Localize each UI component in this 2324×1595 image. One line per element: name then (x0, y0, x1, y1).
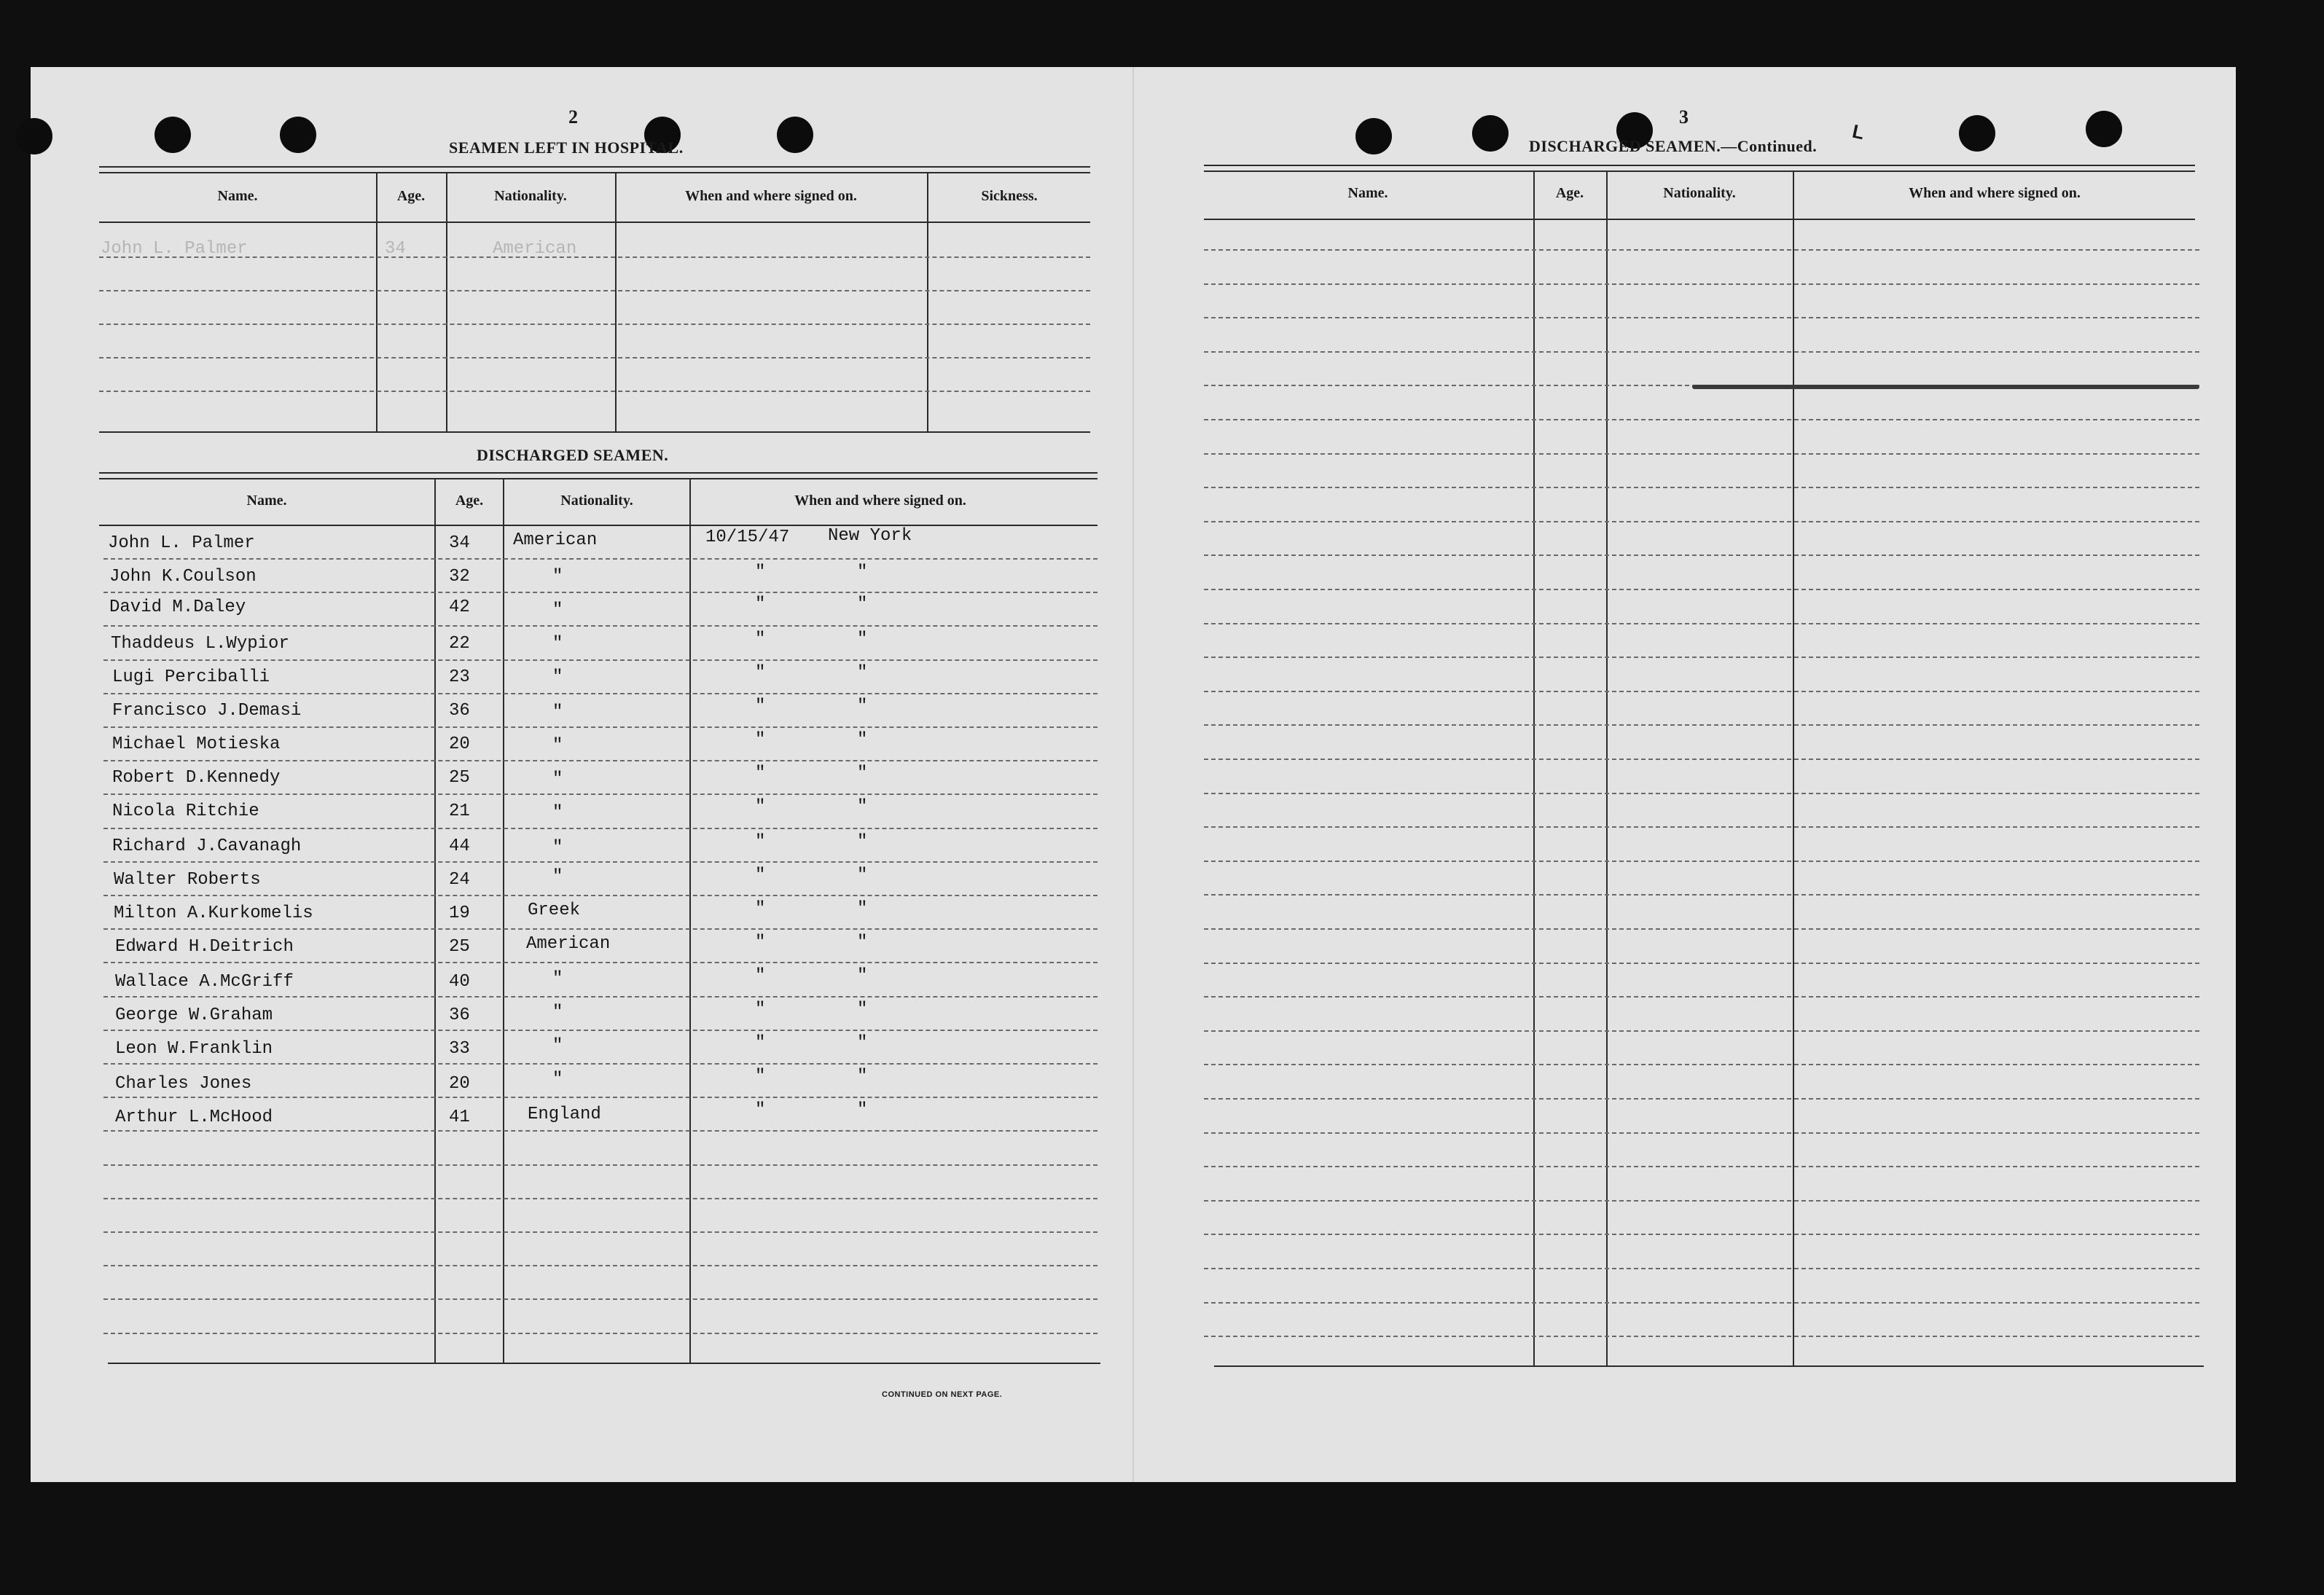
ruled-line (1204, 283, 2199, 285)
punch-hole (2086, 111, 2122, 147)
nationality-ditto: " (552, 838, 563, 858)
seaman-nationality: Greek (528, 901, 581, 920)
ruled-line (99, 391, 1090, 392)
seaman-name: Thaddeus L.Wypior (111, 634, 289, 654)
rule (1204, 171, 2195, 172)
place-ditto: " (857, 663, 868, 683)
ruled-line (1204, 623, 2199, 624)
place-ditto: " (857, 832, 868, 852)
ruled-line (103, 1030, 1098, 1031)
ruled-line (103, 996, 1098, 998)
date-ditto: " (755, 899, 766, 919)
ruled-line (99, 290, 1090, 291)
ruled-line (103, 1298, 1098, 1300)
date-ditto: " (755, 730, 766, 750)
ruled-line (1204, 589, 2199, 590)
seaman-name: Edward H.Deitrich (115, 937, 294, 957)
place-ditto: " (857, 797, 868, 817)
continued-header-signed-on: When and where signed on. (1909, 185, 2081, 201)
seaman-nationality: England (528, 1105, 601, 1124)
nationality-ditto: " (552, 667, 563, 687)
ruled-line (103, 962, 1098, 963)
discharged-section-title: DISCHARGED SEAMEN. (477, 446, 669, 464)
place-ditto: " (857, 563, 868, 582)
hospital-header-signed-on: When and where signed on. (685, 188, 857, 204)
ruled-line (103, 558, 1098, 560)
nationality-ditto: " (552, 1036, 563, 1056)
ruled-line (103, 659, 1098, 661)
faint-age: 34 (385, 239, 406, 259)
rule (108, 1363, 1100, 1364)
punch-hole (777, 117, 813, 153)
discharged-header-nationality: Nationality. (560, 493, 633, 509)
column-divider (689, 478, 691, 1363)
ruled-line (99, 324, 1090, 325)
nationality-ditto: " (552, 736, 563, 756)
place-ditto: " (857, 730, 868, 750)
date-ditto: " (755, 1000, 766, 1019)
ruled-line (103, 1063, 1098, 1065)
place-ditto: " (857, 866, 868, 885)
column-divider (1606, 171, 1608, 1365)
ruled-line (1204, 419, 2199, 420)
seaman-name: Nicola Ritchie (112, 802, 259, 821)
rule (1214, 1365, 2204, 1367)
seaman-name: Arthur L.McHood (115, 1108, 273, 1127)
rule (99, 472, 1098, 474)
seaman-age: 19 (449, 904, 470, 923)
ruled-line (1204, 1234, 2199, 1235)
seaman-age: 36 (449, 1006, 470, 1025)
ruled-line (103, 592, 1098, 593)
ruled-line (1204, 249, 2199, 251)
ruled-line (1204, 351, 2199, 353)
rule (99, 222, 1090, 223)
seaman-name: Walter Roberts (114, 870, 261, 890)
hospital-header-name: Name. (217, 188, 258, 204)
nationality-ditto: " (552, 634, 563, 654)
seaman-age: 32 (449, 567, 470, 587)
ruled-line (1204, 963, 2199, 964)
ruled-line (1204, 487, 2199, 488)
punch-hole (1959, 115, 1995, 152)
ruled-line (1204, 1132, 2199, 1134)
date-ditto: " (755, 797, 766, 817)
hospital-section-title: SEAMEN LEFT IN HOSPITAL. (449, 138, 684, 157)
punch-hole (1355, 118, 1392, 154)
ruled-line (1204, 894, 2199, 896)
nationality-ditto: " (552, 1003, 563, 1022)
place-ditto: " (857, 1000, 868, 1019)
seaman-name: John L. Palmer (108, 533, 255, 553)
rule (99, 478, 1098, 479)
ruled-line (99, 256, 1090, 258)
nationality-ditto: " (552, 803, 563, 823)
seaman-age: 25 (449, 937, 470, 957)
punch-hole (280, 117, 316, 153)
faint-name: John L. Palmer (101, 239, 248, 259)
place-ditto: " (857, 1067, 868, 1086)
faint-nationality: American (493, 239, 577, 259)
seaman-name: Robert D.Kennedy (112, 768, 281, 788)
discharged-header-signed-on: When and where signed on. (794, 493, 966, 509)
ruled-line (1204, 1166, 2199, 1167)
date-ditto: " (755, 663, 766, 683)
nationality-ditto: " (552, 600, 563, 620)
ruled-line (103, 793, 1098, 795)
place-ditto: " (857, 595, 868, 614)
seaman-name: Charles Jones (115, 1074, 252, 1094)
seaman-name: Francisco J.Demasi (112, 701, 302, 721)
continued-header-nationality: Nationality. (1663, 185, 1736, 201)
discharged-header-name: Name. (246, 493, 287, 509)
seaman-age: 20 (449, 734, 470, 754)
ruled-line (1204, 996, 2199, 998)
ruled-line (103, 1164, 1098, 1166)
column-divider (503, 478, 504, 1363)
column-divider (615, 172, 617, 431)
hospital-header-age: Age. (396, 188, 426, 204)
ruled-line (103, 895, 1098, 896)
ruled-line (1204, 861, 2199, 862)
column-divider (446, 172, 447, 431)
right-page-number: 3 (1679, 106, 1689, 128)
seaman-age: 22 (449, 634, 470, 654)
date-ditto: " (755, 832, 766, 852)
seaman-age: 20 (449, 1074, 470, 1094)
date-ditto: " (755, 1067, 766, 1086)
ruled-line (1204, 724, 2199, 726)
seaman-name: David M.Daley (109, 597, 246, 617)
seaman-name: Milton A.Kurkomelis (114, 904, 313, 923)
ruled-line (1204, 793, 2199, 794)
column-divider (434, 478, 436, 1363)
seaman-name: John K.Coulson (109, 567, 257, 587)
ruled-line (1204, 657, 2199, 658)
nationality-ditto: " (552, 567, 563, 587)
ruled-line (103, 760, 1098, 761)
ruled-line (1204, 1030, 2199, 1032)
seaman-name: Richard J.Cavanagh (112, 836, 302, 856)
ruled-line (103, 1097, 1098, 1098)
ruled-line (1204, 1302, 2199, 1304)
punch-hole (154, 117, 191, 153)
hospital-header-nationality: Nationality. (494, 188, 567, 204)
ruled-line (1204, 1268, 2199, 1269)
ruled-line (1204, 1098, 2199, 1100)
ruled-line (1204, 1336, 2199, 1337)
ruled-line (1204, 928, 2199, 930)
seaman-age: 34 (449, 533, 470, 553)
seaman-age: 36 (449, 701, 470, 721)
ruled-line (1204, 317, 2199, 318)
ruled-line (1204, 521, 2199, 522)
ruled-line (103, 625, 1098, 627)
seaman-name: Wallace A.McGriff (115, 972, 294, 992)
nationality-ditto: " (552, 769, 563, 789)
rule (99, 172, 1090, 173)
ruled-line (1204, 1064, 2199, 1065)
seaman-age: 42 (449, 597, 470, 617)
seaman-name: Michael Motieska (112, 734, 281, 754)
rule (99, 166, 1090, 168)
ruled-line (103, 928, 1098, 930)
hospital-header-sickness: Sickness. (981, 188, 1038, 204)
place-ditto: " (857, 1033, 868, 1053)
column-divider (376, 172, 377, 431)
rule (1204, 165, 2195, 166)
place-ditto: " (857, 764, 868, 783)
date-ditto: " (755, 764, 766, 783)
date-ditto: " (755, 563, 766, 582)
seaman-name: Leon W.Franklin (115, 1039, 273, 1059)
seaman-age: 23 (449, 667, 470, 687)
rule (99, 525, 1098, 526)
ruled-line (103, 726, 1098, 728)
seaman-age: 33 (449, 1039, 470, 1059)
seaman-age: 24 (449, 870, 470, 890)
seaman-name: George W.Graham (115, 1006, 273, 1025)
continued-footer: CONTINUED ON NEXT PAGE. (882, 1390, 1003, 1399)
ruled-line (1204, 691, 2199, 692)
date-ditto: " (755, 866, 766, 885)
left-page-number: 2 (568, 106, 578, 128)
place-ditto: " (857, 697, 868, 716)
rule (99, 431, 1090, 433)
nationality-ditto: " (552, 1070, 563, 1089)
signed-on-place: New York (828, 526, 912, 546)
ruled-line (1204, 759, 2199, 760)
ruled-line (103, 828, 1098, 829)
seaman-age: 40 (449, 972, 470, 992)
nationality-ditto: " (552, 702, 563, 722)
date-ditto: " (755, 966, 766, 986)
place-ditto: " (857, 1100, 868, 1120)
date-ditto: " (755, 697, 766, 716)
ruled-line (103, 1265, 1098, 1266)
seaman-age: 21 (449, 802, 470, 821)
ink-smudge (1692, 385, 2199, 389)
document-sheet (31, 67, 2236, 1482)
date-ditto: " (755, 630, 766, 649)
nationality-ditto: " (552, 867, 563, 887)
handwritten-mark: L (1850, 119, 1866, 144)
punch-hole (16, 118, 52, 154)
seaman-nationality: American (513, 530, 598, 550)
signed-on-date: 10/15/47 (705, 528, 790, 547)
place-ditto: " (857, 933, 868, 952)
ruled-line (1204, 826, 2199, 828)
seaman-name: Lugi Perciballi (112, 667, 270, 687)
discharged-continued-title: DISCHARGED SEAMEN.—Continued. (1529, 137, 1818, 155)
ruled-line (103, 1333, 1098, 1334)
seaman-age: 25 (449, 768, 470, 788)
place-ditto: " (857, 966, 868, 986)
ruled-line (103, 1198, 1098, 1199)
ruled-line (1204, 1200, 2199, 1202)
rule (1204, 219, 2195, 220)
ruled-line (99, 357, 1090, 358)
ruled-line (103, 693, 1098, 694)
nationality-ditto: " (552, 969, 563, 989)
ruled-line (1204, 554, 2199, 556)
seaman-age: 44 (449, 836, 470, 856)
continued-header-age: Age. (1555, 185, 1584, 201)
column-divider (1533, 171, 1535, 1365)
ruled-line (1204, 453, 2199, 455)
column-divider (927, 172, 928, 431)
place-ditto: " (857, 899, 868, 919)
ruled-line (103, 1130, 1098, 1132)
ruled-line (103, 1231, 1098, 1233)
ruled-line (103, 861, 1098, 863)
punch-hole (1472, 115, 1509, 152)
page-fold (1132, 67, 1134, 1482)
column-divider (1793, 171, 1794, 1365)
date-ditto: " (755, 933, 766, 952)
continued-header-name: Name. (1347, 185, 1388, 201)
date-ditto: " (755, 1100, 766, 1120)
discharged-header-age: Age. (455, 493, 484, 509)
seaman-age: 41 (449, 1108, 470, 1127)
date-ditto: " (755, 595, 766, 614)
seaman-nationality: American (526, 934, 611, 954)
date-ditto: " (755, 1033, 766, 1053)
place-ditto: " (857, 630, 868, 649)
